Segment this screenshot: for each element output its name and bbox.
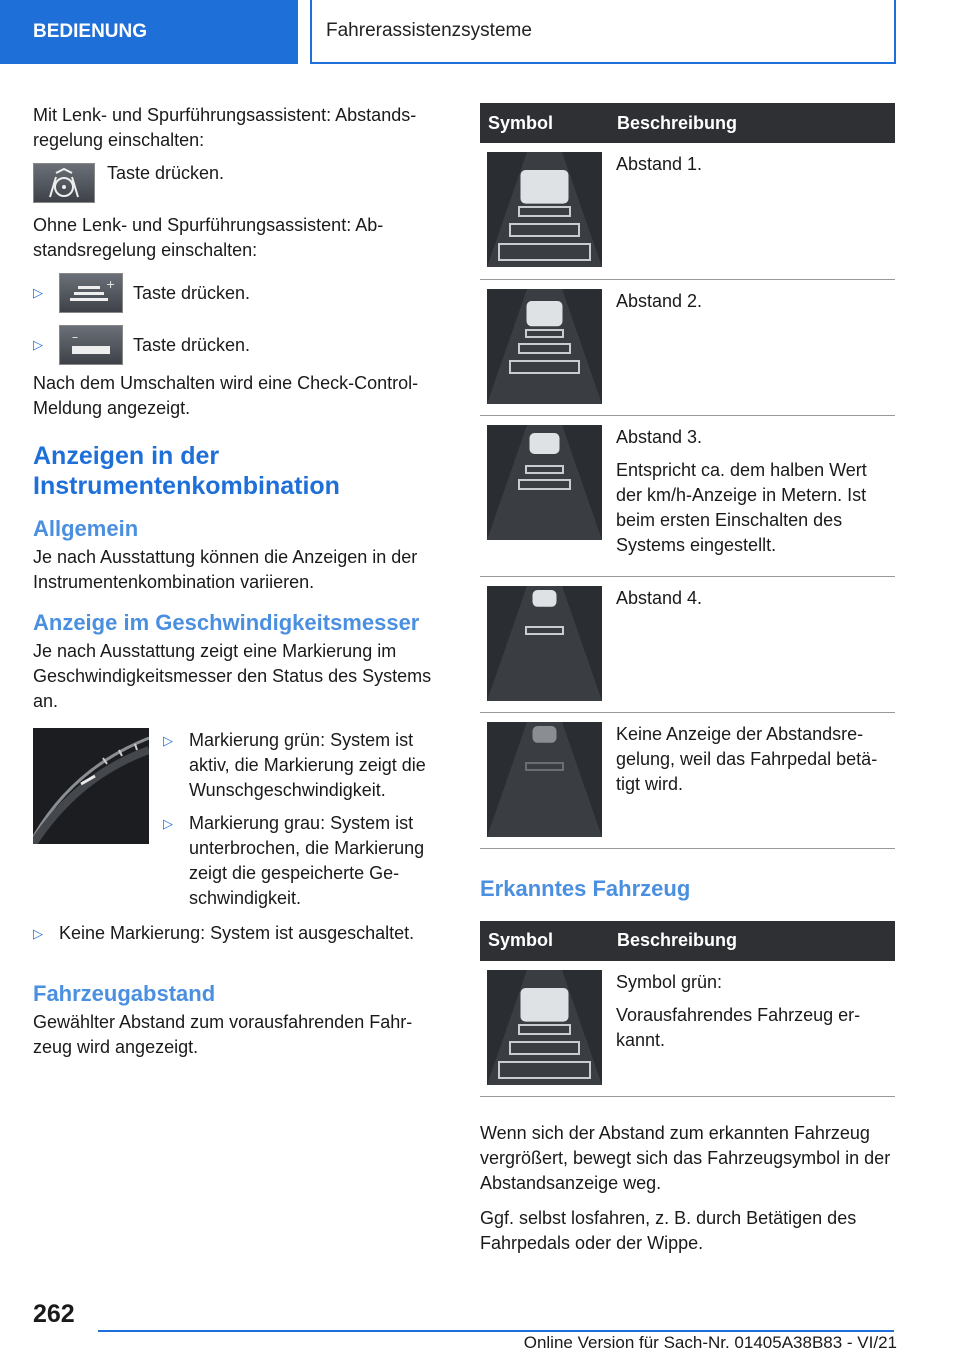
symbol-cell (480, 712, 609, 848)
column-header-symbol: Symbol (480, 103, 609, 143)
paragraph: Wenn sich der Abstand zum erkannten Fahrzeug vergrößert, bewegt sich das Fahrzeugsymbol in der Abstandsanzeige weg. (480, 1123, 891, 1193)
bullet-text: Taste drücken. (133, 334, 251, 355)
steering-assist-button-icon (33, 163, 95, 203)
description-cell: Keine Anzeige der Abstandsregelung, weil das Fahrpedal betätigt wird. (609, 712, 895, 848)
chapter-label: Fahrerassistenzsysteme (326, 20, 532, 41)
paragraph: Je nach Ausstattung zeigt eine Markierung im Geschwindigkeitsmesser den Status des Systems an. (33, 641, 432, 711)
description-cell: Abstand 2. (609, 279, 895, 415)
symbol-cell (480, 576, 609, 712)
distance-plus-button-icon (59, 273, 123, 313)
heading-distance: Fahrzeugabstand (33, 981, 216, 1006)
symbol-cell (480, 961, 609, 1097)
distance-1-icon (487, 152, 602, 267)
triangle-bullet-icon: ▷ (33, 925, 43, 941)
distance-2-icon (487, 289, 602, 404)
description-cell: Abstand 4. (609, 576, 895, 712)
symbol-cell (480, 415, 609, 576)
bullet-item (33, 325, 445, 365)
triangle-bullet-icon: ▷ (33, 337, 43, 352)
svg-text:+: + (106, 278, 116, 291)
list-item: ▷ Markierung grau: System ist unterbrochen, die Markierung zeigt die gespeicherte Geschwindigkeit. (163, 811, 445, 911)
distance-minus-button-icon (59, 325, 123, 365)
description-cell: Abstand 1. (609, 143, 895, 279)
speedo-list (163, 728, 445, 919)
right-column (480, 103, 895, 1266)
chapter-tab (310, 0, 896, 64)
detected-vehicle-icon (487, 970, 602, 1085)
description-cell: Abstand 3. Entspricht ca. dem halben Wert der km/h-Anzeige in Metern. Ist beim ersten Einschalten des Systems eingestellt. (609, 415, 895, 576)
bullet-item: ▷ Keine Markierung: System ist ausgeschaltet. (33, 923, 415, 943)
section-label: BEDIENUNG (33, 21, 148, 42)
description-cell: Symbol grün: Vorausfahrendes Fahrzeug erkannt. (609, 961, 895, 1097)
table-row (480, 576, 895, 712)
instruction-text: Taste drücken. (107, 163, 225, 183)
paragraph: Ggf. selbst losfahren, z. B. durch Betätigen des Fahrpedals oder der Wippe. (480, 1208, 857, 1253)
distance-inactive-icon (487, 722, 602, 837)
triangle-bullet-icon: ▷ (163, 816, 173, 831)
detected-vehicle-table (480, 921, 895, 1098)
heading-general: Allgemein (33, 516, 139, 541)
triangle-bullet-icon: ▷ (33, 285, 43, 300)
list-item: ▷ Markierung grün: System ist aktiv, die Markierung zeigt die Wunschgeschwindigkeit. (163, 728, 445, 803)
table-row (480, 961, 895, 1097)
heading-detected-vehicle: Erkanntes Fahrzeug (480, 875, 691, 901)
triangle-bullet-icon: ▷ (163, 733, 173, 748)
table-row (480, 415, 895, 576)
paragraph: Ohne Lenk- und Spurführungsassistent: Abstandsregelung einschalten: (33, 215, 384, 260)
paragraph: Gewählter Abstand zum vorausfahrenden Fahrzeug wird angezeigt. (33, 1012, 413, 1057)
distance-4-icon (487, 586, 602, 701)
heading-speedo: Anzeige im Geschwindigkeitsmesser (33, 610, 420, 635)
heading-display: Anzeigen in der Instrumentenkombination (33, 442, 340, 500)
bullet-item (33, 273, 445, 313)
paragraph: Mit Lenk- und Spurführungsassistent: Abstandsregelung einschalten: (33, 105, 417, 150)
symbol-cell (480, 143, 609, 279)
column-header-description: Beschreibung (609, 103, 895, 143)
distance-table (480, 103, 895, 849)
speedometer-image (33, 728, 149, 844)
speedo-section (33, 728, 445, 919)
paragraph: Je nach Ausstattung können die Anzeigen in der Instrumentenkombination variieren. (33, 547, 418, 592)
paragraph: Nach dem Umschalten wird eine Check-Control-Meldung angezeigt. (33, 373, 419, 418)
column-header-symbol: Symbol (480, 921, 609, 961)
bullet-text: Taste drücken. (133, 282, 251, 303)
footer-divider (98, 1330, 894, 1332)
svg-text:–: – (72, 330, 78, 344)
button-instruction (33, 163, 445, 203)
left-column (33, 103, 445, 1070)
section-tab (0, 0, 298, 64)
page-number: 262 (33, 1300, 75, 1328)
distance-3-icon (487, 425, 602, 540)
table-row (480, 712, 895, 848)
table-row (480, 143, 895, 279)
symbol-cell (480, 279, 609, 415)
column-header-description: Beschreibung (609, 921, 895, 961)
table-row (480, 279, 895, 415)
footer-online-version: Online Version für Sach-Nr. 01405A38B83 - VI/21 (523, 1333, 897, 1352)
